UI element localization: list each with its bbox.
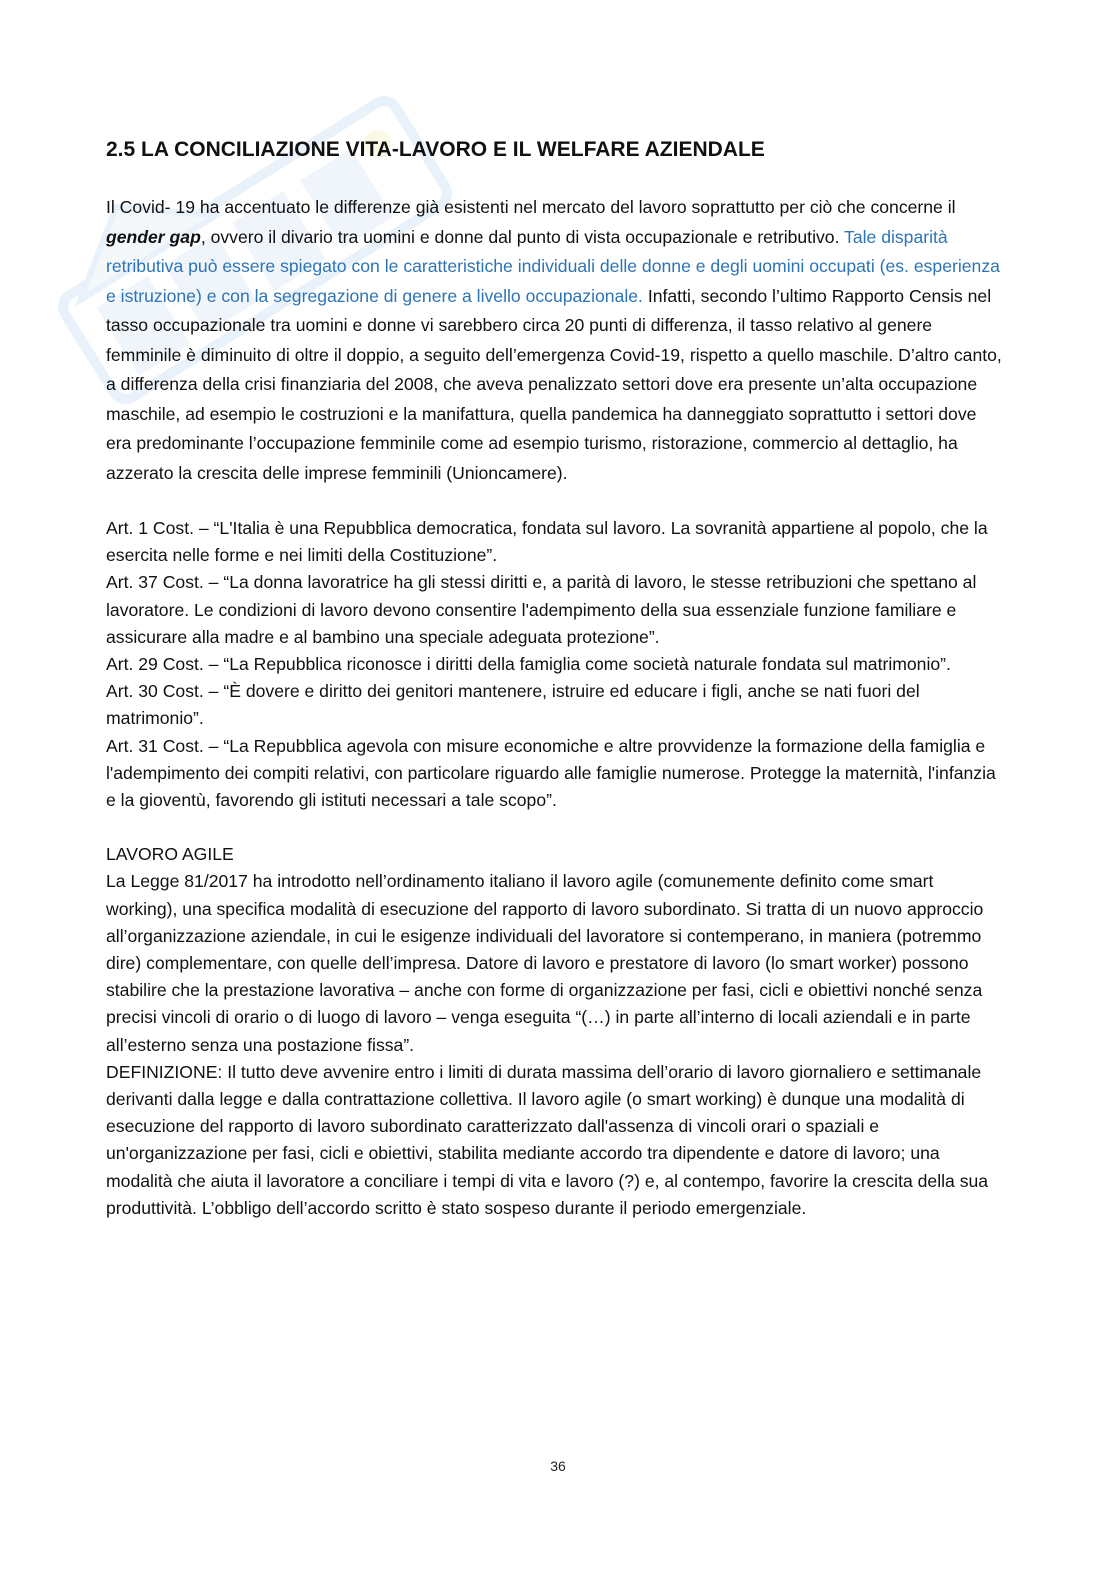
article-29: Art. 29 Cost. – “La Repubblica riconosce i diritti della famiglia come società naturale fondata sul matrimonio”. — [106, 654, 951, 675]
gender-gap-emphasis: gender gap — [106, 226, 201, 247]
page-number: 36 — [550, 1458, 566, 1474]
section-heading: 2.5 LA CONCILIAZIONE VITA-LAVORO E IL WELFARE AZIENDALE — [106, 138, 765, 161]
lavoro-agile-definition: DEFINIZIONE: Il tutto deve avvenire entro i limiti di durata massima dell’orario di lavoro giornaliero e settimanale derivanti dalla legge e dalla contrattazione collettiva. Il lavoro agile (o smart working) è dunque una modalità di esecuzione del rapporto di lavoro subordinato caratterizzato dall'assenza di vincoli orari o spaziali e un'organizzazione per fasi, cicli e obiettivi, stabilita mediante accordo tra dipendente e datore di lavoro; una modalità che aiuta il lavoratore a conciliare i tempi di vita e lavoro (?) e, al contempo, favorire la crescita della sua produttività. L’obbligo dell’accordo scritto è stato sospeso durante il periodo emergenziale. — [106, 1061, 989, 1218]
lavoro-agile-section — [106, 841, 1006, 1222]
constitution-articles — [106, 515, 1006, 814]
article-37: Art. 37 Cost. – “La donna lavoratrice ha gli stessi diritti e, a parità di lavoro, le stesse retribuzioni che spettano al lavoratore. Le condizioni di lavoro devono consentire l'adempimento della sua essenziale funzione familiare e assicurare alla madre e al bambino una speciale adeguata protezione”. — [106, 572, 977, 647]
intro-text-1: Il Covid- 19 ha accentuato le differenze già esistenti nel mercato del lavoro soprattutto per ciò che concerne il — [106, 197, 956, 217]
lavoro-agile-body: La Legge 81/2017 ha introdotto nell’ordinamento italiano il lavoro agile (comunemente definito come smart working), una specifica modalità di esecuzione del rapporto di lavoro subordinato. Si tratta di un nuovo approccio all’organizzazione aziendale, in cui le esigenze individuali del lavoratore si contemperano, in maniera (potremmo dire) complementare, con quelle dell’impresa. Datore di lavoro e prestatore di lavoro (lo smart worker) possono stabilire che la prestazione lavorativa – anche con forme di organizzazione per fasi, cicli e obiettivi nonché senza precisi vincoli di orario o di luogo di lavoro – venga eseguita “(…) in parte all’interno di locali aziendali e in parte all’esterno senza una postazione fissa”. — [106, 871, 984, 1055]
article-1: Art. 1 Cost. – “L'Italia è una Repubblica democratica, fondata sul lavoro. La sovranità appartiene al popolo, che la esercita nelle forme e nei limiti della Costituzione”. — [106, 518, 988, 566]
lavoro-agile-title: LAVORO AGILE — [106, 844, 234, 865]
intro-text-2: , ovvero il divario tra uomini e donne dal punto di vista occupazionale e retributivo. — [200, 226, 845, 247]
intro-text-3: Infatti, secondo l’ultimo Rapporto Censis nel tasso occupazionale tra uomini e donne vi sarebbero circa 20 punti di differenza, il tasso relativo al genere femminile è diminuito di oltre il doppio, a seguito dell’emergenza Covid-19, rispetto a quello maschile. D’altro canto, a differenza della crisi finanziaria del 2008, che aveva penalizzato settori dove era presente un’alta occupazione maschile, ad esempio le costruzioni e la manifattura, quella pandemica ha danneggiato soprattutto i settori dove era predominante l’occupazione femminile come ad esempio turismo, ristorazione, commercio al dettaglio, ha azzerato la crescita delle imprese femminili (Unioncamere). — [106, 285, 1002, 483]
intro-paragraph — [106, 193, 1006, 488]
highlighted-sentence: Tale disparità retributiva può essere spiegato con le caratteristiche individuali delle donne e degli uomini occupati (es. esperienza e istruzione) e con la segregazione di genere a livello occupazionale. — [106, 226, 1000, 306]
article-31: Art. 31 Cost. – “La Repubblica agevola con misure economiche e altre provvidenze la formazione della famiglia e l'adempimento dei compiti relativi, con particolare riguardo alle famiglie numerose. Protegge la maternità, l'infanzia e la gioventù, favorendo gli istituti necessari a tale scopo”. — [106, 735, 996, 811]
article-30: Art. 30 Cost. – “È dovere e diritto dei genitori mantenere, istruire ed educare i figli, anche se nati fuori del matrimonio”. — [106, 681, 920, 729]
document-page — [106, 135, 1006, 1222]
